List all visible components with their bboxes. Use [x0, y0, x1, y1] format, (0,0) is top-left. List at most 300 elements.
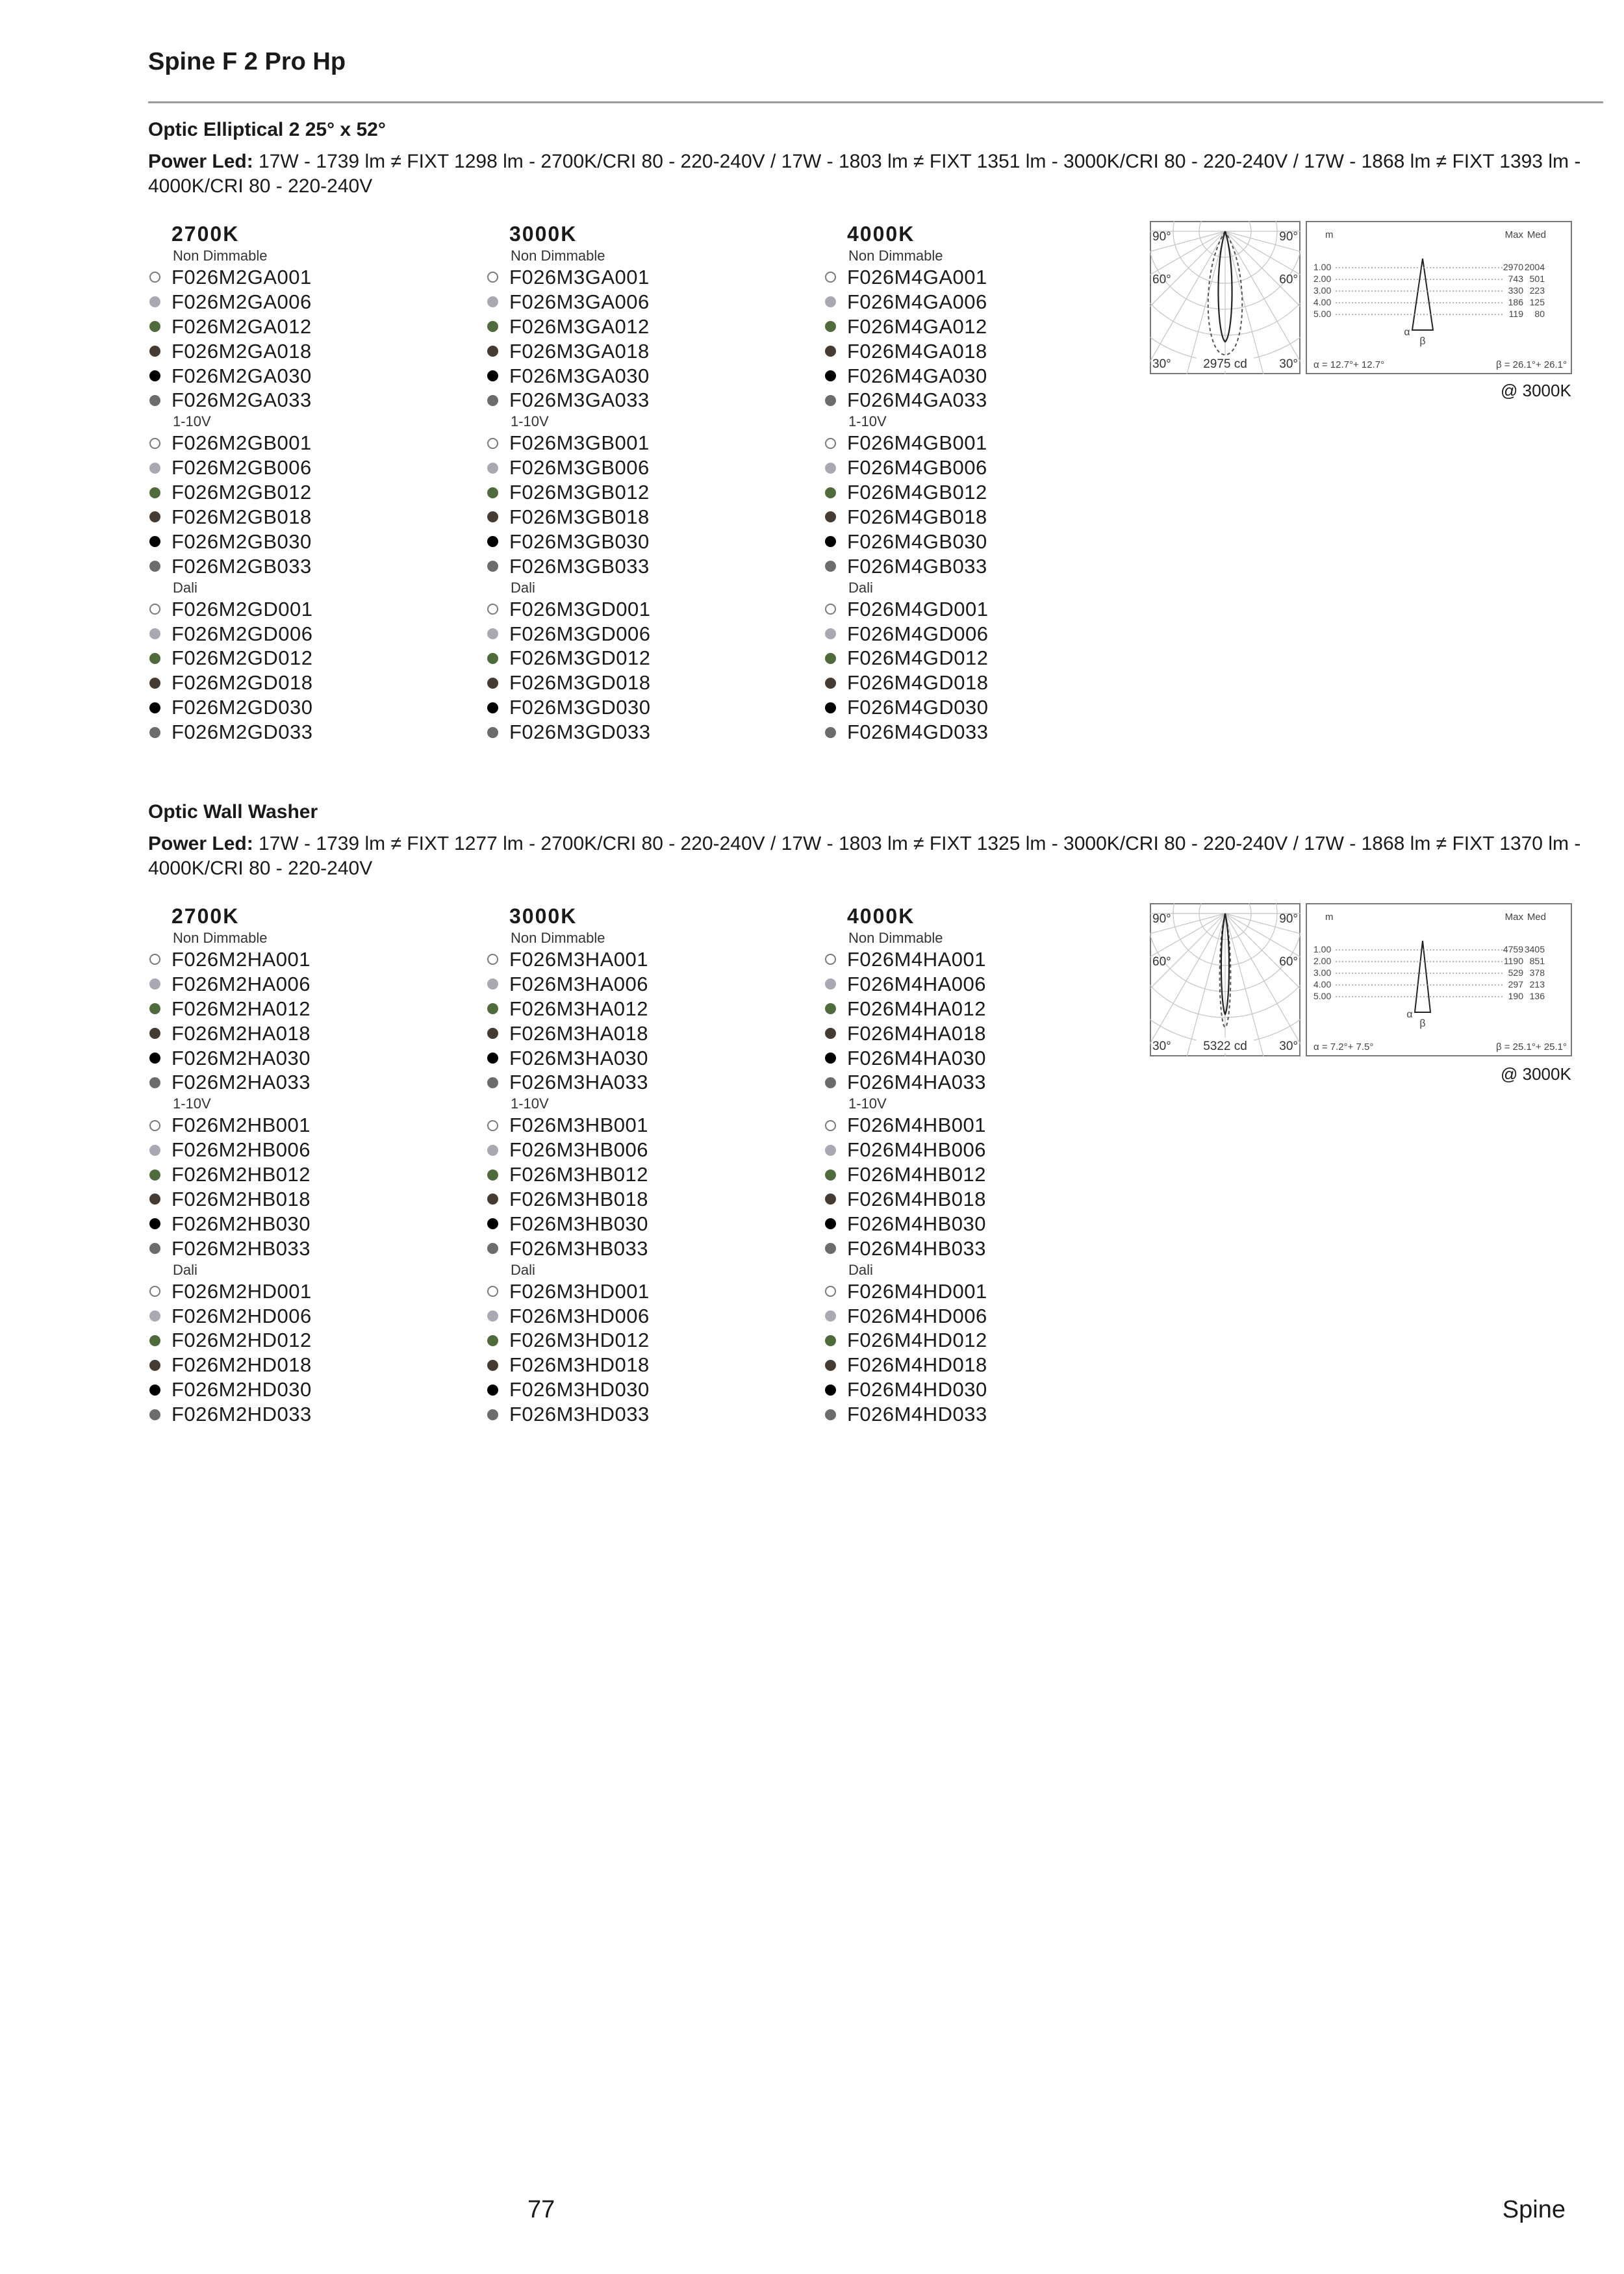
product-code: F026M3HA012: [509, 997, 649, 1020]
product-code: F026M4GA033: [847, 389, 987, 412]
cone-med-header: Med: [1527, 229, 1546, 240]
product-code-row: [486, 265, 791, 290]
product-code-row: [486, 431, 791, 455]
product-code: F026M3GD012: [509, 646, 651, 670]
finish-color-dot: [825, 1028, 836, 1039]
product-code-row: [148, 947, 453, 972]
finish-color-dot: [825, 463, 836, 474]
product-code: F026M3HB006: [509, 1138, 649, 1162]
finish-color-dot: [825, 1286, 836, 1297]
product-code-row: [824, 1046, 1129, 1071]
cone-beta-angle: β = 26.1°+ 26.1°: [1495, 359, 1567, 370]
finish-color-dot: [149, 1120, 160, 1131]
finish-color-dot: [825, 727, 836, 738]
product-code: F026M2HD001: [171, 1279, 312, 1303]
finish-color-dot: [487, 1286, 498, 1297]
product-code-row: [148, 720, 453, 745]
product-code: F026M2GD030: [171, 696, 313, 719]
product-code: F026M4HB018: [847, 1188, 987, 1211]
product-code-row: [824, 290, 1129, 314]
product-code-row: [486, 1212, 791, 1236]
finish-color-dot: [825, 296, 836, 307]
finish-color-dot: [825, 511, 836, 522]
finish-color-dot: [825, 1310, 836, 1322]
product-code: F026M3HA030: [509, 1046, 649, 1069]
product-code-row: [824, 431, 1129, 455]
finish-color-dot: [825, 1385, 836, 1396]
product-code-row: [148, 1046, 453, 1071]
product-code-row: [824, 997, 1129, 1021]
finish-color-dot: [487, 1077, 498, 1088]
product-code: F026M2HB012: [171, 1163, 311, 1186]
finish-color-dot: [487, 678, 498, 689]
product-code: F026M3HD018: [509, 1353, 650, 1377]
finish-color-dot: [149, 1194, 160, 1205]
finish-color-dot: [487, 272, 498, 283]
product-code: F026M3HA033: [509, 1071, 649, 1094]
polar-light-distribution-diagram: [1150, 221, 1300, 374]
cone-max-value: 4759: [1503, 944, 1523, 954]
finish-color-dot: [149, 296, 160, 307]
product-code-row: [824, 388, 1129, 413]
product-code-row: [824, 1187, 1129, 1212]
product-code: F026M4HA018: [847, 1021, 987, 1045]
product-code: F026M3HA006: [509, 972, 649, 995]
product-code-row: [148, 1162, 453, 1187]
column-heading: 4000K: [847, 904, 915, 928]
product-code-row: [486, 597, 791, 622]
finish-color-dot: [149, 511, 160, 522]
product-code: F026M3GD018: [509, 671, 651, 695]
cone-unit-label: m: [1325, 229, 1334, 240]
cone-distance: 5.00: [1313, 309, 1332, 319]
finish-color-dot: [487, 1053, 498, 1064]
finish-color-dot: [149, 1169, 160, 1181]
column-heading: 3000K: [509, 222, 577, 246]
product-code: F026M4GB001: [847, 431, 987, 455]
finish-color-dot: [149, 978, 160, 990]
product-code: F026M4HD006: [847, 1304, 987, 1327]
finish-color-dot: [487, 511, 498, 522]
product-code: F026M3HD006: [509, 1304, 650, 1327]
power-led-text: [148, 149, 1603, 199]
product-code-row: [486, 671, 791, 695]
finish-color-dot: [825, 678, 836, 689]
product-code-row: [148, 1236, 453, 1261]
finish-color-dot: [487, 1120, 498, 1131]
product-code-row: [486, 622, 791, 646]
finish-color-dot: [149, 628, 160, 639]
polar-angle-label: 60°: [1152, 955, 1171, 969]
polar-angle-label: 30°: [1152, 357, 1171, 371]
cone-distance: 2.00: [1313, 274, 1332, 284]
product-code: F026M4GD001: [847, 597, 989, 620]
dimming-label: Dali: [848, 579, 873, 596]
dimming-label: 1-10V: [173, 1095, 211, 1112]
cone-med-header: Med: [1527, 912, 1546, 923]
product-code: F026M3GA012: [509, 314, 650, 338]
product-code-row: [486, 1353, 791, 1377]
finish-color-dot: [825, 653, 836, 664]
finish-color-dot: [487, 346, 498, 357]
product-code-row: [148, 339, 453, 364]
finish-color-dot: [487, 438, 498, 449]
product-code-row: [148, 480, 453, 505]
finish-color-dot: [825, 628, 836, 639]
finish-color-dot: [825, 487, 836, 498]
product-code-row: [148, 265, 453, 290]
finish-color-dot: [487, 1169, 498, 1181]
product-code: F026M4GB030: [847, 530, 987, 553]
product-code: F026M4HA012: [847, 997, 987, 1020]
cone-alpha-angle: α = 12.7°+ 12.7°: [1313, 359, 1385, 370]
column-heading: 3000K: [509, 904, 577, 928]
cone-max-value: 743: [1508, 274, 1523, 284]
product-code: F026M4HB001: [847, 1114, 987, 1137]
product-code-row: [486, 339, 791, 364]
finish-color-dot: [487, 1385, 498, 1396]
product-code-row: [824, 265, 1129, 290]
cone-max-value: 2970: [1503, 262, 1523, 272]
product-code: F026M2HA030: [171, 1046, 311, 1069]
cone-distance: 3.00: [1313, 285, 1332, 296]
product-code: F026M2GD012: [171, 646, 313, 670]
product-code-row: [824, 339, 1129, 364]
finish-color-dot: [149, 702, 160, 713]
product-code-row: [824, 1304, 1129, 1329]
polar-angle-label: 60°: [1152, 273, 1171, 287]
product-code: F026M2GA001: [171, 266, 312, 288]
product-code-row: [486, 1402, 791, 1427]
product-code-row: [486, 1138, 791, 1162]
finish-color-dot: [825, 1145, 836, 1156]
product-code-row: [824, 505, 1129, 530]
product-code-row: [824, 554, 1129, 579]
product-code-row: [824, 720, 1129, 745]
finish-color-dot: [149, 561, 160, 572]
finish-color-dot: [825, 1169, 836, 1181]
product-code: F026M2GB018: [171, 505, 312, 529]
product-code: F026M2HD018: [171, 1353, 312, 1377]
finish-color-dot: [825, 370, 836, 381]
cone-distance: 4.00: [1313, 297, 1332, 307]
product-code: F026M3HA001: [509, 948, 649, 971]
product-code: F026M4HD018: [847, 1353, 987, 1377]
power-led-label: Power Led:: [148, 833, 253, 854]
product-code: F026M2GA018: [171, 339, 312, 363]
finish-color-dot: [149, 438, 160, 449]
product-code-row: [486, 972, 791, 997]
product-code-row: [824, 1113, 1129, 1138]
product-code-row: [148, 1021, 453, 1046]
product-code-row: [148, 1377, 453, 1402]
product-code: F026M2GB001: [171, 431, 312, 455]
finish-color-dot: [487, 1003, 498, 1014]
product-code: F026M4GD006: [847, 622, 989, 645]
product-code: F026M3GB001: [509, 431, 650, 455]
product-code-row: [148, 1113, 453, 1138]
power-led-label: Power Led:: [148, 151, 253, 172]
cone-alpha-symbol: α: [1404, 327, 1410, 338]
product-code: F026M2HD006: [171, 1304, 312, 1327]
product-code: F026M3HD033: [509, 1403, 650, 1426]
product-code-row: [148, 388, 453, 413]
cone-distance: 1.00: [1313, 944, 1332, 954]
dimming-label: Dali: [511, 1261, 535, 1278]
finish-color-dot: [487, 653, 498, 664]
column-heading: 2700K: [171, 904, 240, 928]
product-code: F026M3GB012: [509, 481, 650, 504]
product-code: F026M2GB030: [171, 530, 312, 553]
product-code-row: [148, 597, 453, 622]
product-code: F026M4GB018: [847, 505, 987, 529]
finish-color-dot: [825, 438, 836, 449]
product-code: F026M3HB018: [509, 1188, 649, 1211]
finish-color-dot: [149, 487, 160, 498]
finish-color-dot: [487, 395, 498, 406]
dimming-label: Dali: [173, 1261, 197, 1278]
color-temperature-note: @ 3000K: [1501, 1064, 1571, 1084]
product-code-row: [486, 1046, 791, 1071]
dimming-label: Non Dimmable: [173, 248, 268, 264]
cone-max-value: 119: [1508, 309, 1523, 319]
product-code: F026M3HD012: [509, 1329, 650, 1352]
product-code: F026M3GA033: [509, 389, 650, 412]
product-code: F026M3HD030: [509, 1378, 650, 1401]
product-code: F026M4HD012: [847, 1329, 987, 1352]
finish-color-dot: [149, 463, 160, 474]
product-code-row: [148, 972, 453, 997]
finish-color-dot: [825, 1409, 836, 1420]
finish-color-dot: [487, 1145, 498, 1156]
finish-color-dot: [149, 1243, 160, 1254]
illuminance-cone-diagram: [1306, 903, 1572, 1056]
finish-color-dot: [149, 1409, 160, 1420]
cone-beta-symbol: β: [1419, 336, 1426, 347]
dimming-label: Non Dimmable: [173, 930, 268, 946]
product-code-row: [486, 1236, 791, 1261]
polar-angle-label: 30°: [1152, 1040, 1171, 1053]
product-code-row: [824, 1328, 1129, 1353]
finish-color-dot: [825, 321, 836, 332]
finish-color-dot: [825, 1003, 836, 1014]
code-column-3000k: [486, 221, 791, 745]
product-code-row: [486, 364, 791, 389]
dimming-label: Dali: [511, 579, 535, 596]
product-code: F026M2HB001: [171, 1114, 311, 1137]
cone-alpha-angle: α = 7.2°+ 7.5°: [1313, 1041, 1374, 1053]
dimming-label: 1-10V: [511, 413, 549, 430]
product-code-row: [486, 554, 791, 579]
dimming-label: 1-10V: [848, 1095, 887, 1112]
product-code: F026M2GD001: [171, 597, 313, 620]
product-code: F026M3GD001: [509, 597, 651, 620]
polar-angle-label: 90°: [1279, 230, 1298, 244]
finish-color-dot: [149, 1028, 160, 1039]
product-code-row: [486, 1279, 791, 1304]
product-code: F026M2HB006: [171, 1138, 311, 1162]
product-code: F026M2HB033: [171, 1236, 311, 1260]
product-code-row: [486, 1187, 791, 1212]
product-code: F026M3GA006: [509, 290, 650, 313]
product-code: F026M2GB006: [171, 456, 312, 479]
polar-angle-label: 30°: [1279, 357, 1298, 371]
product-code-row: [486, 388, 791, 413]
dimming-label: 1-10V: [511, 1095, 549, 1112]
product-code-row: [486, 1021, 791, 1046]
product-code: F026M4GD030: [847, 696, 989, 719]
product-code-row: [148, 695, 453, 720]
polar-candela-label: 5322 cd: [1203, 1040, 1247, 1053]
dimming-label: Dali: [848, 1261, 873, 1278]
photometric-diagrams: [1150, 221, 1605, 416]
product-code-row: [486, 646, 791, 671]
product-code-row: [486, 480, 791, 505]
power-led-values: 17W - 1739 lm ≠ FIXT 1277 lm - 2700K/CRI 80 - 220-240V / 17W - 1803 lm ≠ FIXT 1325 lm - 3000K/CRI 80 - 220-240V / 17W - 1868 lm ≠ FIXT 1370 lm - 4000K/CRI 80 - 220-240V: [148, 833, 1581, 879]
cone-max-header: Max: [1504, 229, 1523, 240]
product-code: F026M4HA033: [847, 1071, 987, 1094]
finish-color-dot: [487, 370, 498, 381]
product-code: F026M4HD001: [847, 1279, 987, 1303]
product-code: F026M3HB001: [509, 1114, 649, 1137]
product-code-row: [824, 1162, 1129, 1187]
finish-color-dot: [487, 727, 498, 738]
product-code: F026M2HA006: [171, 972, 311, 995]
product-code-row: [824, 972, 1129, 997]
finish-color-dot: [825, 395, 836, 406]
product-code-row: [824, 364, 1129, 389]
finish-color-dot: [487, 1243, 498, 1254]
cone-distance: 1.00: [1313, 262, 1332, 272]
product-code: F026M3GB018: [509, 505, 650, 529]
photometric-diagrams: [1150, 903, 1605, 1098]
dimming-label: Non Dimmable: [511, 248, 605, 264]
product-code: F026M4GA030: [847, 364, 987, 387]
product-code-row: [486, 1113, 791, 1138]
product-code: F026M4GA006: [847, 290, 987, 313]
finish-color-dot: [487, 296, 498, 307]
cone-max-value: 190: [1508, 991, 1523, 1001]
cone-alpha-symbol: α: [1406, 1009, 1413, 1020]
product-code-row: [148, 1328, 453, 1353]
cone-distance: 4.00: [1313, 979, 1332, 990]
finish-color-dot: [149, 1003, 160, 1014]
finish-color-dot: [149, 954, 160, 965]
cone-max-value: 330: [1508, 285, 1523, 296]
finish-color-dot: [825, 604, 836, 615]
dimming-label: Dali: [173, 579, 197, 596]
product-code-row: [148, 1304, 453, 1329]
finish-color-dot: [149, 1286, 160, 1297]
power-led-text: [148, 832, 1603, 881]
polar-angle-label: 30°: [1279, 1040, 1298, 1053]
code-column-2700k: [148, 221, 453, 745]
finish-color-dot: [825, 346, 836, 357]
finish-color-dot: [149, 653, 160, 664]
dimming-label: Non Dimmable: [848, 930, 943, 946]
product-code: F026M4GB006: [847, 456, 987, 479]
product-code: F026M3HA018: [509, 1021, 649, 1045]
illuminance-cone-diagram: [1306, 221, 1572, 374]
product-code-row: [148, 671, 453, 695]
product-code: F026M2HD030: [171, 1378, 312, 1401]
cone-med-value: 2004: [1524, 262, 1545, 272]
product-code: F026M4GB033: [847, 554, 987, 578]
cone-max-value: 1190: [1503, 956, 1523, 966]
cone-med-value: 125: [1529, 297, 1545, 307]
polar-light-distribution-diagram: [1150, 903, 1300, 1056]
finish-color-dot: [487, 954, 498, 965]
product-code-row: [148, 1353, 453, 1377]
product-code-row: [824, 1353, 1129, 1377]
finish-color-dot: [487, 702, 498, 713]
product-code-row: [824, 695, 1129, 720]
product-code: F026M2HA001: [171, 948, 311, 971]
product-code-row: [148, 431, 453, 455]
cone-med-value: 223: [1529, 285, 1545, 296]
cone-med-value: 136: [1529, 991, 1545, 1001]
dimming-label: 1-10V: [173, 413, 211, 430]
polar-angle-label: 90°: [1152, 912, 1171, 926]
finish-color-dot: [149, 1335, 160, 1346]
product-code: F026M3GA030: [509, 364, 650, 387]
finish-color-dot: [149, 1077, 160, 1088]
product-code-row: [148, 1279, 453, 1304]
product-code-row: [148, 364, 453, 389]
product-code-row: [824, 671, 1129, 695]
product-code-row: [486, 314, 791, 339]
product-code: F026M2GB033: [171, 554, 312, 578]
product-code-row: [148, 455, 453, 480]
finish-color-dot: [825, 1360, 836, 1371]
product-code: F026M4HA030: [847, 1046, 987, 1069]
finish-color-dot: [825, 1335, 836, 1346]
polar-angle-label: 60°: [1279, 273, 1298, 287]
finish-color-dot: [149, 272, 160, 283]
product-code-row: [486, 1162, 791, 1187]
finish-color-dot: [149, 346, 160, 357]
product-code: F026M2GD018: [171, 671, 313, 695]
product-code-row: [148, 290, 453, 314]
product-code-row: [824, 1070, 1129, 1095]
product-code: F026M3HD001: [509, 1279, 650, 1303]
product-code: F026M3GB006: [509, 456, 650, 479]
product-code: F026M3GB030: [509, 530, 650, 553]
polar-angle-label: 60°: [1279, 955, 1298, 969]
product-code: F026M4GD012: [847, 646, 989, 670]
product-code: F026M2GA012: [171, 314, 312, 338]
column-heading: 2700K: [171, 222, 240, 246]
finish-color-dot: [487, 978, 498, 990]
product-code: F026M2GD033: [171, 721, 313, 744]
title-divider: [148, 101, 1603, 103]
product-code: F026M2GA030: [171, 364, 312, 387]
product-code-row: [486, 455, 791, 480]
product-code: F026M3GD033: [509, 721, 651, 744]
product-code: F026M2HA012: [171, 997, 311, 1020]
cone-med-value: 213: [1529, 979, 1545, 990]
finish-color-dot: [825, 272, 836, 283]
finish-color-dot: [149, 370, 160, 381]
product-code: F026M3HB030: [509, 1212, 649, 1235]
product-code: F026M4HB006: [847, 1138, 987, 1162]
finish-color-dot: [825, 978, 836, 990]
product-code: F026M4GA001: [847, 266, 987, 288]
finish-color-dot: [149, 604, 160, 615]
product-code-row: [824, 480, 1129, 505]
product-code-row: [824, 1236, 1129, 1261]
product-code: F026M4HD030: [847, 1378, 987, 1401]
